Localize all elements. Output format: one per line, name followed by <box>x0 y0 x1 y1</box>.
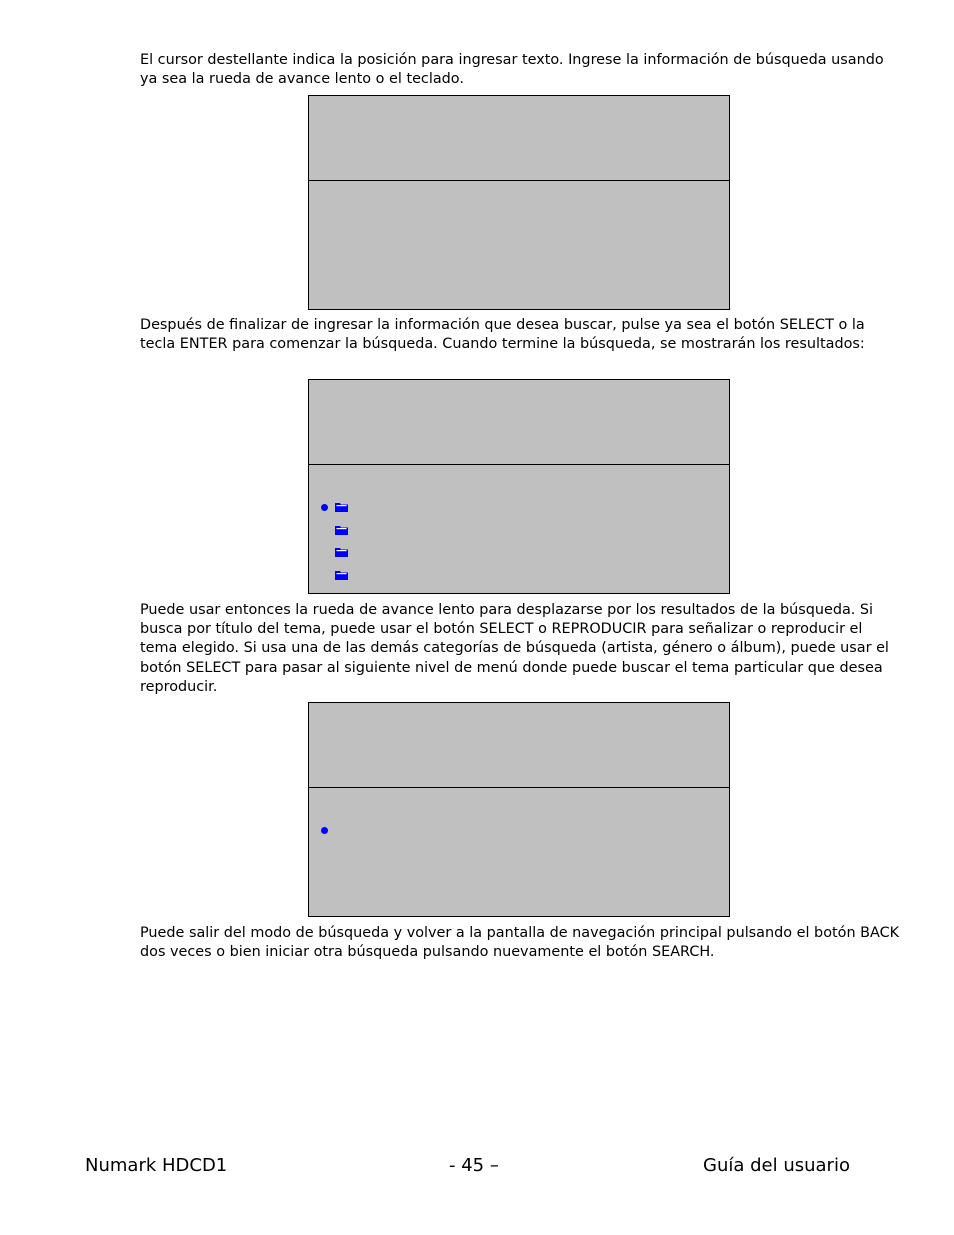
footer-product-name: Numark HDCD1 <box>85 1155 228 1176</box>
folder-icon <box>335 525 348 535</box>
search-results-screen <box>308 379 730 594</box>
screen-divider <box>309 787 729 788</box>
folder-icon <box>335 570 348 580</box>
folder-icon <box>335 547 348 557</box>
selection-dot-icon <box>321 827 328 834</box>
footer-page-number: - 45 – <box>449 1155 499 1176</box>
track-list-screen <box>308 702 730 917</box>
paragraph-start-search: Después de finalizar de ingresar la información que desea buscar, pulse ya sea el botón SELECT o la tecla ENTER para comenzar la búsqueda. Cuando termine la búsqueda, se mostrarán los resultados: <box>140 317 865 353</box>
screen-divider <box>309 180 729 181</box>
paragraph-cursor-instructions: El cursor destellante indica la posición para ingresar texto. Ingrese la información de búsqueda usando ya sea la rueda de avance lento o el teclado. <box>140 52 884 88</box>
screen-divider <box>309 464 729 465</box>
paragraph-exit-search: Puede salir del modo de búsqueda y volver a la pantalla de navegación principal pulsando el botón BACK dos veces o bien iniciar otra búsqueda pulsando nuevamente el botón SEARCH. <box>140 925 900 961</box>
search-entry-screen <box>308 95 730 310</box>
paragraph-browse-results: Puede usar entonces la rueda de avance lento para desplazarse por los resultados de la búsqueda. Si busca por título del tema, puede usar el botón SELECT o REPRODUCIR para señalizar o reproducir el tema elegido. Si usa una de las demás categorías de búsqueda (artista, género o álbum), puede usar el botón SELECT para pasar al siguiente nivel de menú donde puede buscar el tema particular que desea reproducir. <box>140 602 889 695</box>
folder-icon <box>335 502 348 512</box>
footer-guide-title: Guía del usuario <box>703 1155 850 1176</box>
selection-dot-icon <box>321 504 328 511</box>
